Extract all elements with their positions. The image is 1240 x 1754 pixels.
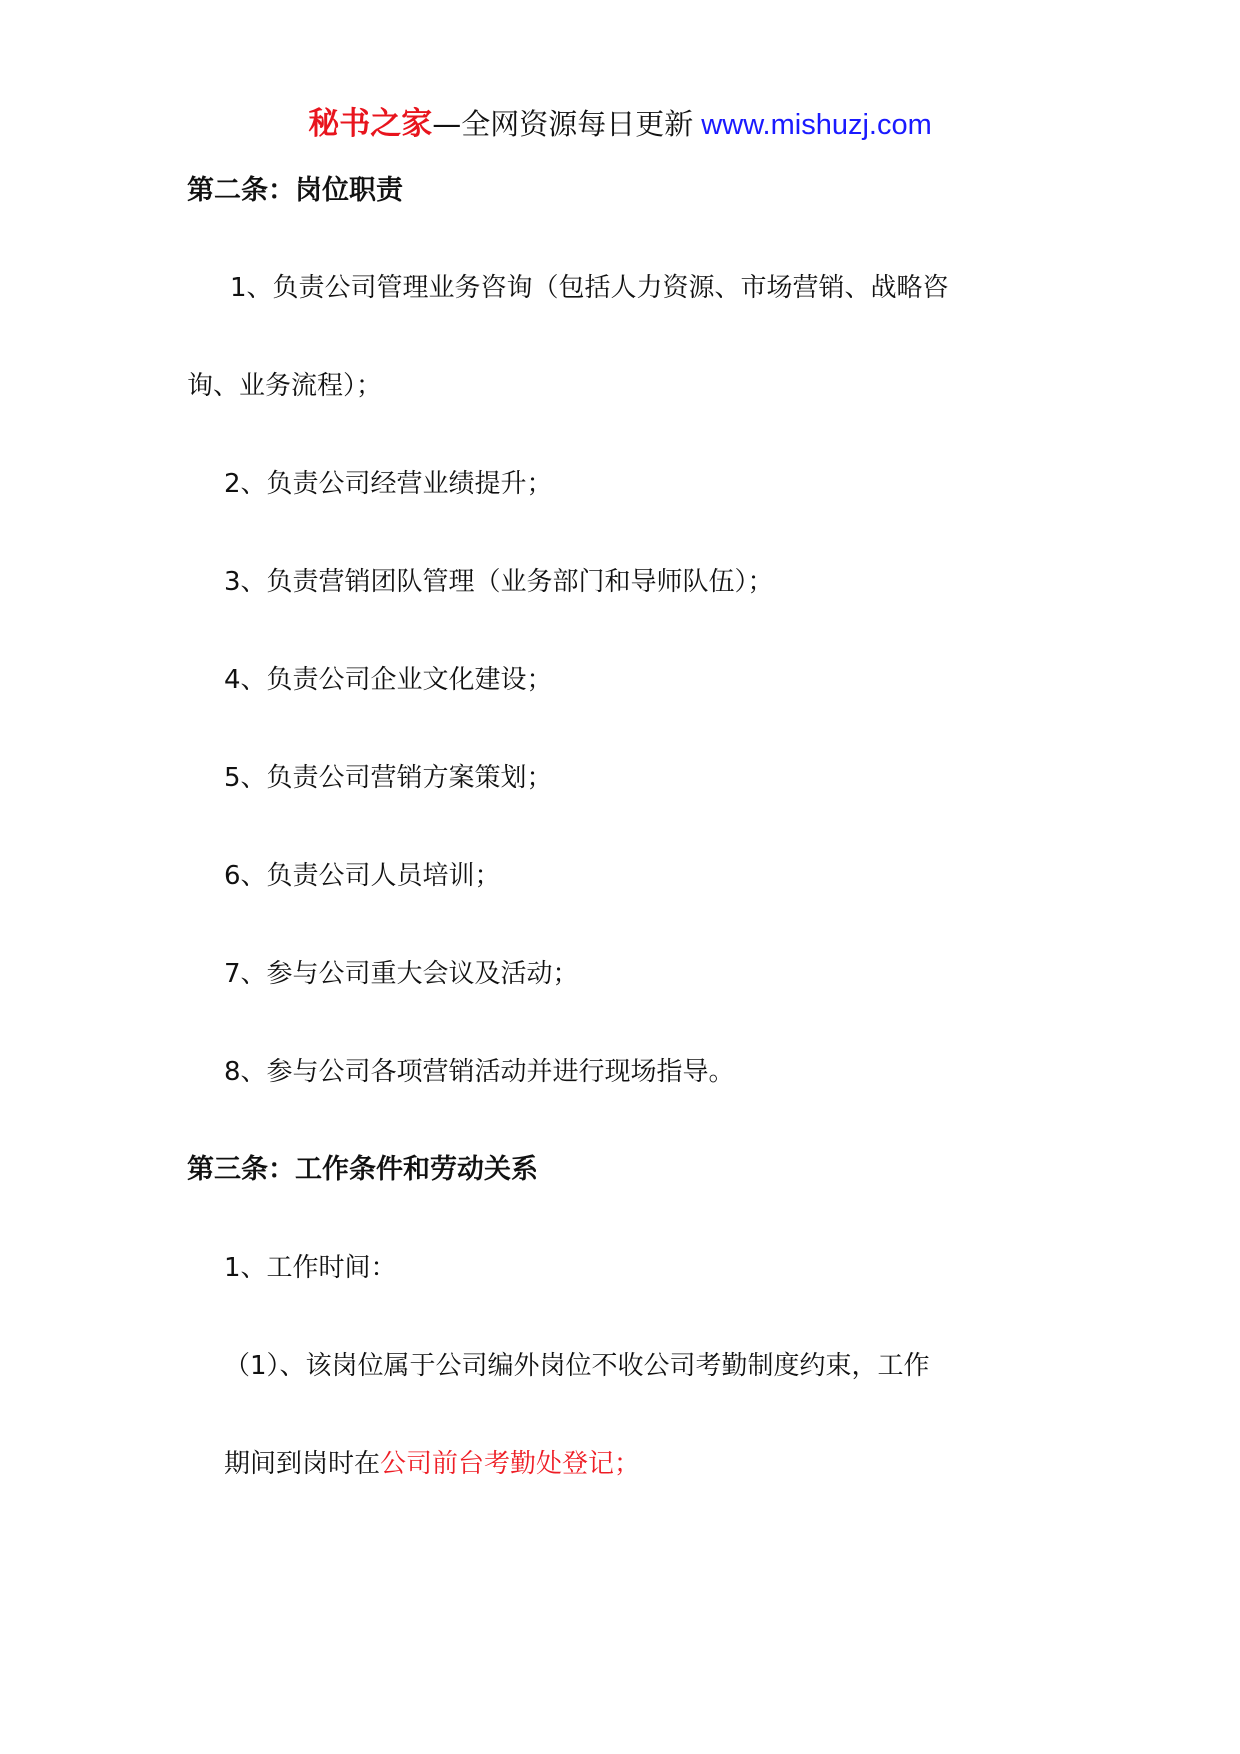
duty-item-8: 8、参与公司各项营销活动并进行现场指导。 [224, 1057, 735, 1087]
page-header [0, 98, 1240, 143]
clause-1-highlight: 公司前台考勤处登记； [380, 1449, 641, 1479]
clause-1-line-1: （1）、该岗位属于公司编外岗位不收公司考勤制度约束，工作 [224, 1351, 930, 1381]
article-2-title: 第二条：岗位职责 [187, 175, 403, 206]
duty-item-4: 4、负责公司企业文化建设； [224, 665, 553, 695]
work-time-heading: 1、工作时间： [224, 1253, 397, 1283]
brand-name: 秘书之家 [308, 106, 433, 142]
duty-item-7: 7、参与公司重大会议及活动； [224, 959, 579, 989]
duty-item-3: 3、负责营销团队管理（业务部门和导师队伍）； [224, 567, 774, 597]
article-3-title: 第三条：工作条件和劳动关系 [187, 1154, 538, 1185]
duty-item-5: 5、负责公司营销方案策划； [224, 763, 553, 793]
clause-1-line-2 [224, 1446, 640, 1482]
duty-item-6: 6、负责公司人员培训； [224, 861, 501, 891]
duty-item-2: 2、负责公司经营业绩提升； [224, 469, 553, 499]
duty-item-1-line-1: 1、负责公司管理业务咨询（包括人力资源、市场营销、战略咨 [230, 273, 949, 303]
clause-1-line-2-prefix: 期间到岗时在 [224, 1449, 381, 1479]
duty-item-1-line-2: 询、业务流程）； [187, 371, 383, 401]
header-slogan: —全网资源每日更新 [432, 107, 694, 141]
site-url: www.mishuzj.com [693, 109, 932, 141]
